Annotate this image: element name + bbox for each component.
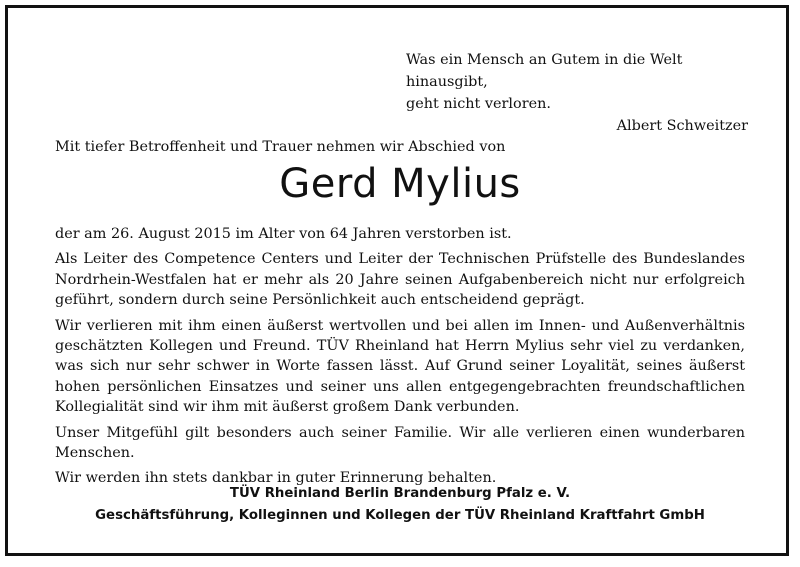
paragraph-career: Als Leiter des Competence Centers und Leiter der Technischen Prüfstelle des Bundeslandes Nordrhein-Westfalen hat er mehr als 20 Jahre seinen Aufgabenbereich nicht nur erfolgreich geführt, sondern durch seine Persönlichkeit auch entscheidend geprägt. bbox=[55, 251, 745, 309]
paragraph-tribute: Wir verlieren mit ihm einen äußerst wertvollen und bei allen im Innen- und Außenverhältnis geschätzten Kollegen und Freund. TÜV Rheinland hat Herrn Mylius sehr viel zu verdanken, was sich nur sehr schwer in Worte fassen lässt. Auf Grund seiner Loyalität, seines äußerst hohen persönlichen Einsatzes und seiner uns allen entgegengebrachten freundschaftlichen Kollegialität sind wir ihm mit äußerst großem Dank verbunden. bbox=[55, 317, 745, 416]
paragraph-condolence: Unser Mitgefühl gilt besonders auch seiner Familie. Wir alle verlieren einen wunderbaren Menschen. bbox=[55, 424, 745, 462]
quote-author: Albert Schweitzer bbox=[616, 118, 748, 134]
intro-text: Mit tiefer Betroffenheit und Trauer nehmen wir Abschied von bbox=[55, 139, 506, 155]
deceased-name: Gerd Mylius bbox=[279, 161, 521, 207]
paragraph-death-date: der am 26. August 2015 im Alter von 64 Jahren verstorben ist. bbox=[55, 226, 512, 242]
obituary-body bbox=[55, 224, 745, 494]
signature-line-1: TÜV Rheinland Berlin Brandenburg Pfalz e. V. bbox=[229, 486, 571, 501]
quote-line-2: geht nicht verloren. bbox=[406, 96, 551, 112]
signature-line-2: Geschäftsführung, Kolleginnen und Kollegen der TÜV Rheinland Kraftfahrt GmbH bbox=[95, 508, 705, 523]
signature-block bbox=[0, 483, 800, 527]
paragraph-remembrance: Wir werden ihn stets dankbar in guter Erinnerung behalten. bbox=[55, 470, 497, 487]
quote-line-1: Was ein Mensch an Gutem in die Welt hinausgibt, bbox=[406, 52, 683, 90]
epigraph-quote bbox=[406, 49, 748, 137]
